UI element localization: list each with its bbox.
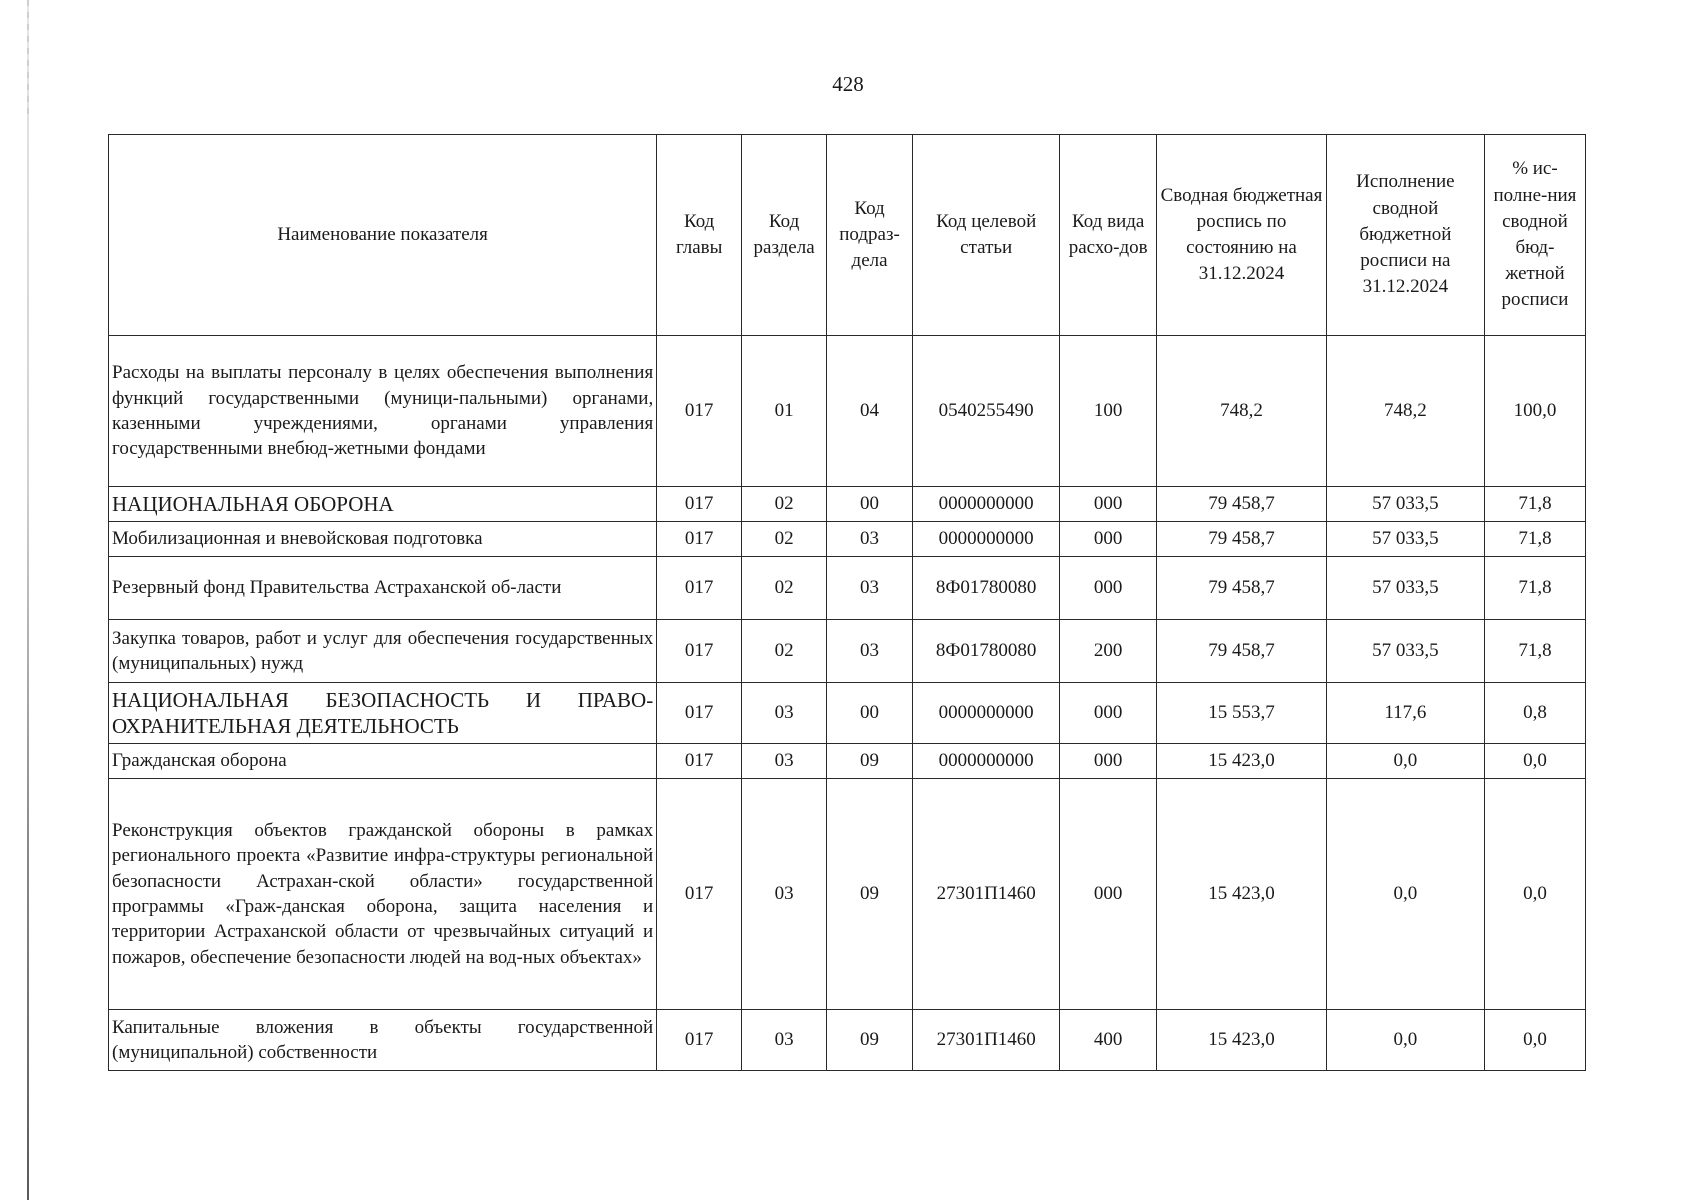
row-percent: 0,8 [1484,683,1585,744]
row-chapter: 017 [657,1010,742,1071]
row-section: 02 [742,522,827,557]
row-name: НАЦИОНАЛЬНАЯ ОБОРОНА [109,487,657,522]
row-percent: 100,0 [1484,336,1585,487]
row-target: 0000000000 [913,683,1060,744]
table-row [109,620,1586,683]
row-section: 03 [742,779,827,1010]
header-expense-kind-code: Код вида расхо-дов [1060,135,1157,336]
row-exec: 57 033,5 [1326,557,1484,620]
row-section: 03 [742,1010,827,1071]
scan-edge-dashes [27,0,29,120]
row-name: Закупка товаров, работ и услуг для обеспечения государственных (муниципальных) нужд [109,620,657,683]
row-chapter: 017 [657,336,742,487]
row-subsection: 03 [827,620,913,683]
row-kind: 400 [1060,1010,1157,1071]
header-chapter-code: Код главы [657,135,742,336]
scan-edge-line [27,0,29,1200]
row-exec: 57 033,5 [1326,522,1484,557]
row-section: 02 [742,620,827,683]
table-row [109,487,1586,522]
row-kind: 000 [1060,487,1157,522]
row-subsection: 03 [827,557,913,620]
row-kind: 000 [1060,779,1157,1010]
row-target: 0000000000 [913,522,1060,557]
table-row [109,557,1586,620]
row-exec: 748,2 [1326,336,1484,487]
row-percent: 71,8 [1484,522,1585,557]
row-kind: 000 [1060,683,1157,744]
row-name: Реконструкция объектов гражданской обороны в рамках регионального проекта «Развитие инфра-структуры региональной безопасности Астрахан-ской области» государственной программы «Граж-данская оборона, защита населения и территории Астраханской области от чрезвычайных ситуаций и пожаров, обеспечение безопасности людей на вод-ных объектах» [109,779,657,1010]
row-name: Расходы на выплаты персоналу в целях обеспечения выполнения функций государственными (муници-пальными) органами, казенными учреждениями, органами управления государственными внебюд-жетными фондами [109,336,657,487]
header-budget-execution: Исполнение сводной бюджетной росписи на 31.12.2024 [1326,135,1484,336]
row-section: 03 [742,744,827,779]
table-row [109,336,1586,487]
row-plan: 79 458,7 [1157,522,1327,557]
page-number: 428 [832,72,864,96]
row-percent: 0,0 [1484,744,1585,779]
row-name: Мобилизационная и вневойсковая подготовка [109,522,657,557]
table-header-row [109,135,1586,336]
row-target: 8Ф01780080 [913,557,1060,620]
table-row [109,1010,1586,1071]
table-row [109,683,1586,744]
row-kind: 000 [1060,744,1157,779]
header-name: Наименование показателя [109,135,657,336]
row-subsection: 03 [827,522,913,557]
row-section: 03 [742,683,827,744]
row-target: 8Ф01780080 [913,620,1060,683]
row-exec: 0,0 [1326,1010,1484,1071]
row-section: 02 [742,487,827,522]
row-plan: 15 423,0 [1157,779,1327,1010]
header-execution-percent: % ис-полне-ния сводной бюд-жетной росписи [1484,135,1585,336]
row-plan: 79 458,7 [1157,620,1327,683]
row-section: 01 [742,336,827,487]
row-plan: 15 423,0 [1157,744,1327,779]
row-percent: 71,8 [1484,557,1585,620]
header-target-code: Код целевой статьи [913,135,1060,336]
row-subsection: 09 [827,1010,913,1071]
row-target: 27301П1460 [913,1010,1060,1071]
row-plan: 79 458,7 [1157,557,1327,620]
row-percent: 0,0 [1484,1010,1585,1071]
row-name: Резервный фонд Правительства Астраханской об-ласти [109,557,657,620]
table-row [109,779,1586,1010]
row-exec: 0,0 [1326,779,1484,1010]
row-percent: 0,0 [1484,779,1585,1010]
row-plan: 15 423,0 [1157,1010,1327,1071]
row-chapter: 017 [657,487,742,522]
row-exec: 57 033,5 [1326,487,1484,522]
row-target: 0540255490 [913,336,1060,487]
header-budget-plan: Сводная бюджетная роспись по состоянию на 31.12.2024 [1157,135,1327,336]
header-subsection-code: Код подраз-дела [827,135,913,336]
row-exec: 57 033,5 [1326,620,1484,683]
row-plan: 79 458,7 [1157,487,1327,522]
row-kind: 200 [1060,620,1157,683]
row-kind: 000 [1060,557,1157,620]
row-subsection: 00 [827,487,913,522]
table-row [109,522,1586,557]
row-exec: 117,6 [1326,683,1484,744]
row-plan: 748,2 [1157,336,1327,487]
row-kind: 100 [1060,336,1157,487]
row-target: 0000000000 [913,744,1060,779]
row-chapter: 017 [657,522,742,557]
row-chapter: 017 [657,779,742,1010]
row-name: НАЦИОНАЛЬНАЯ БЕЗОПАСНОСТЬ И ПРАВО-ОХРАНИТЕЛЬНАЯ ДЕЯТЕЛЬНОСТЬ [109,683,657,744]
table-row [109,744,1586,779]
row-target: 27301П1460 [913,779,1060,1010]
row-name: Капитальные вложения в объекты государственной (муниципальной) собственности [109,1010,657,1071]
row-subsection: 04 [827,336,913,487]
row-chapter: 017 [657,620,742,683]
row-exec: 0,0 [1326,744,1484,779]
row-percent: 71,8 [1484,620,1585,683]
row-chapter: 017 [657,683,742,744]
row-plan: 15 553,7 [1157,683,1327,744]
row-subsection: 09 [827,779,913,1010]
header-section-code: Код раздела [742,135,827,336]
row-target: 0000000000 [913,487,1060,522]
row-subsection: 09 [827,744,913,779]
row-kind: 000 [1060,522,1157,557]
row-chapter: 017 [657,557,742,620]
row-section: 02 [742,557,827,620]
row-chapter: 017 [657,744,742,779]
row-subsection: 00 [827,683,913,744]
row-name: Гражданская оборона [109,744,657,779]
row-percent: 71,8 [1484,487,1585,522]
budget-table [108,134,1586,1071]
